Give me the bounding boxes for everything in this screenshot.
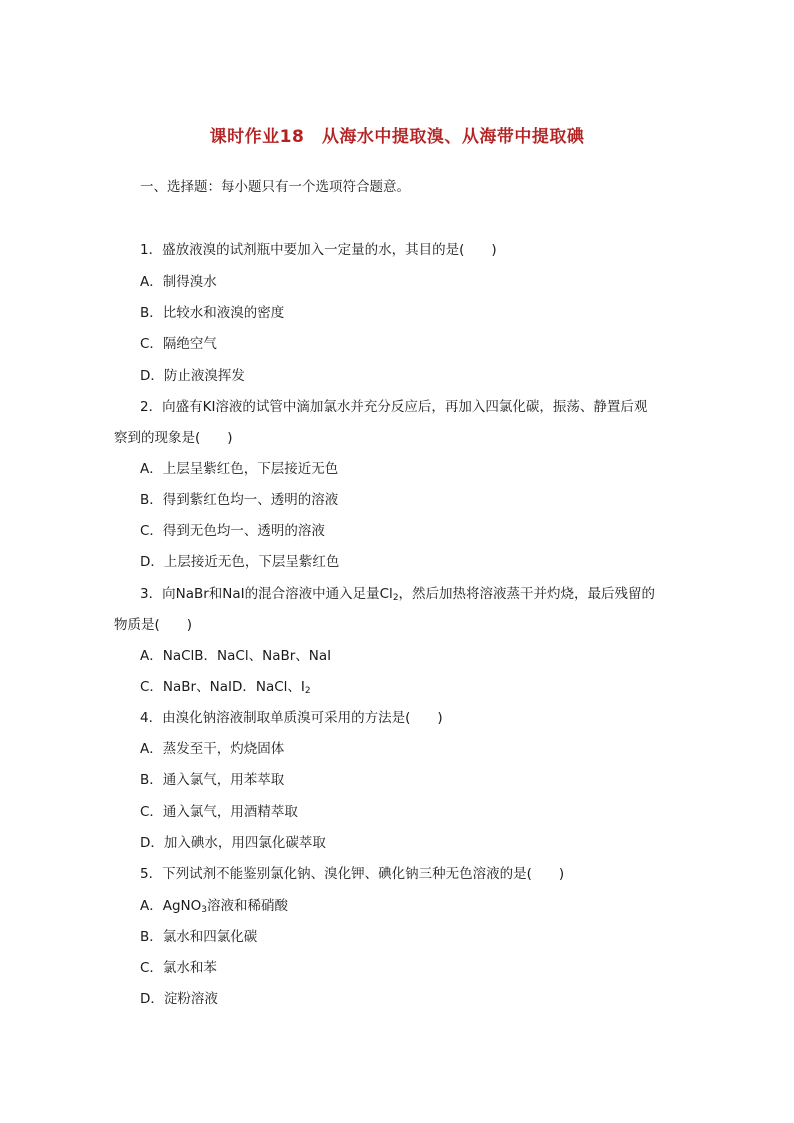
question-5-option-a-subscript: 3 xyxy=(201,905,207,915)
question-1-stem: 1．盛放液溴的试剂瓶中要加入一定量的水，其目的是( ) xyxy=(140,242,497,258)
question-2-option-a: A．上层呈紫红色，下层接近无色 xyxy=(140,461,339,477)
question-2-option-d: D．上层接近无色，下层呈紫红色 xyxy=(140,554,340,570)
section-heading: 一、选择题：每小题只有一个选项符合题意。 xyxy=(140,179,410,195)
question-4-option-c: C．通入氯气，用酒精萃取 xyxy=(140,804,298,820)
question-2-stem-line2: 察到的现象是( ) xyxy=(114,430,233,446)
question-4-option-a: A．蒸发至干，灼烧固体 xyxy=(140,741,285,757)
question-1-option-b: B．比较水和液溴的密度 xyxy=(140,305,285,321)
document-title: 课时作业18 从海水中提取溴、从海带中提取碘 xyxy=(209,127,585,147)
question-3-stem-line1-part1: 3．向NaBr和NaI的混合溶液中通入足量Cl xyxy=(140,586,393,602)
question-2-option-c: C．得到无色均一、透明的溶液 xyxy=(140,523,325,539)
question-2-option-b: B．得到紫红色均一、透明的溶液 xyxy=(140,492,339,508)
question-3-subscript: 2 xyxy=(392,593,399,603)
question-5-option-c: C．氯水和苯 xyxy=(140,960,217,976)
question-5-stem: 5．下列试剂不能鉴别氯化钠、溴化钾、碘化钠三种无色溶液的是( ) xyxy=(140,866,565,882)
question-3-stem-line1-part2: ，然后加热将溶液蒸干并灼烧，最后残留的 xyxy=(398,586,656,602)
question-3-stem-line1 xyxy=(140,584,655,604)
question-3-stem-line2: 物质是( ) xyxy=(114,617,193,633)
question-5-option-a xyxy=(140,896,288,916)
question-3-options-cd-subscript: 2 xyxy=(304,686,311,696)
question-2-stem-line1: 2．向盛有KI溶液的试管中滴加氯水并充分反应后，再加入四氯化碳，振荡、静置后观 xyxy=(140,399,648,415)
question-4-option-b: B．通入氯气，用苯萃取 xyxy=(140,772,285,788)
question-3-options-cd-text: C．NaBr、NaID．NaCl、I xyxy=(140,679,305,695)
question-4-stem: 4．由溴化钠溶液制取单质溴可采用的方法是( ) xyxy=(140,710,443,726)
question-5-option-b: B．氯水和四氯化碳 xyxy=(140,929,258,945)
question-1-option-c: C．隔绝空气 xyxy=(140,336,217,352)
question-1-option-d: D．防止液溴挥发 xyxy=(140,368,245,384)
question-5-option-a-prefix: A．AgNO xyxy=(140,898,202,914)
question-5-option-d: D．淀粉溶液 xyxy=(140,991,218,1007)
question-1-option-a: A．制得溴水 xyxy=(140,274,217,290)
question-4-option-d: D．加入碘水，用四氯化碳萃取 xyxy=(140,835,326,851)
question-3-options-ab: A．NaClB．NaCl、NaBr、NaI xyxy=(140,648,332,664)
question-3-options-cd xyxy=(140,677,311,697)
question-5-option-a-suffix: 溶液和稀硝酸 xyxy=(207,898,288,914)
